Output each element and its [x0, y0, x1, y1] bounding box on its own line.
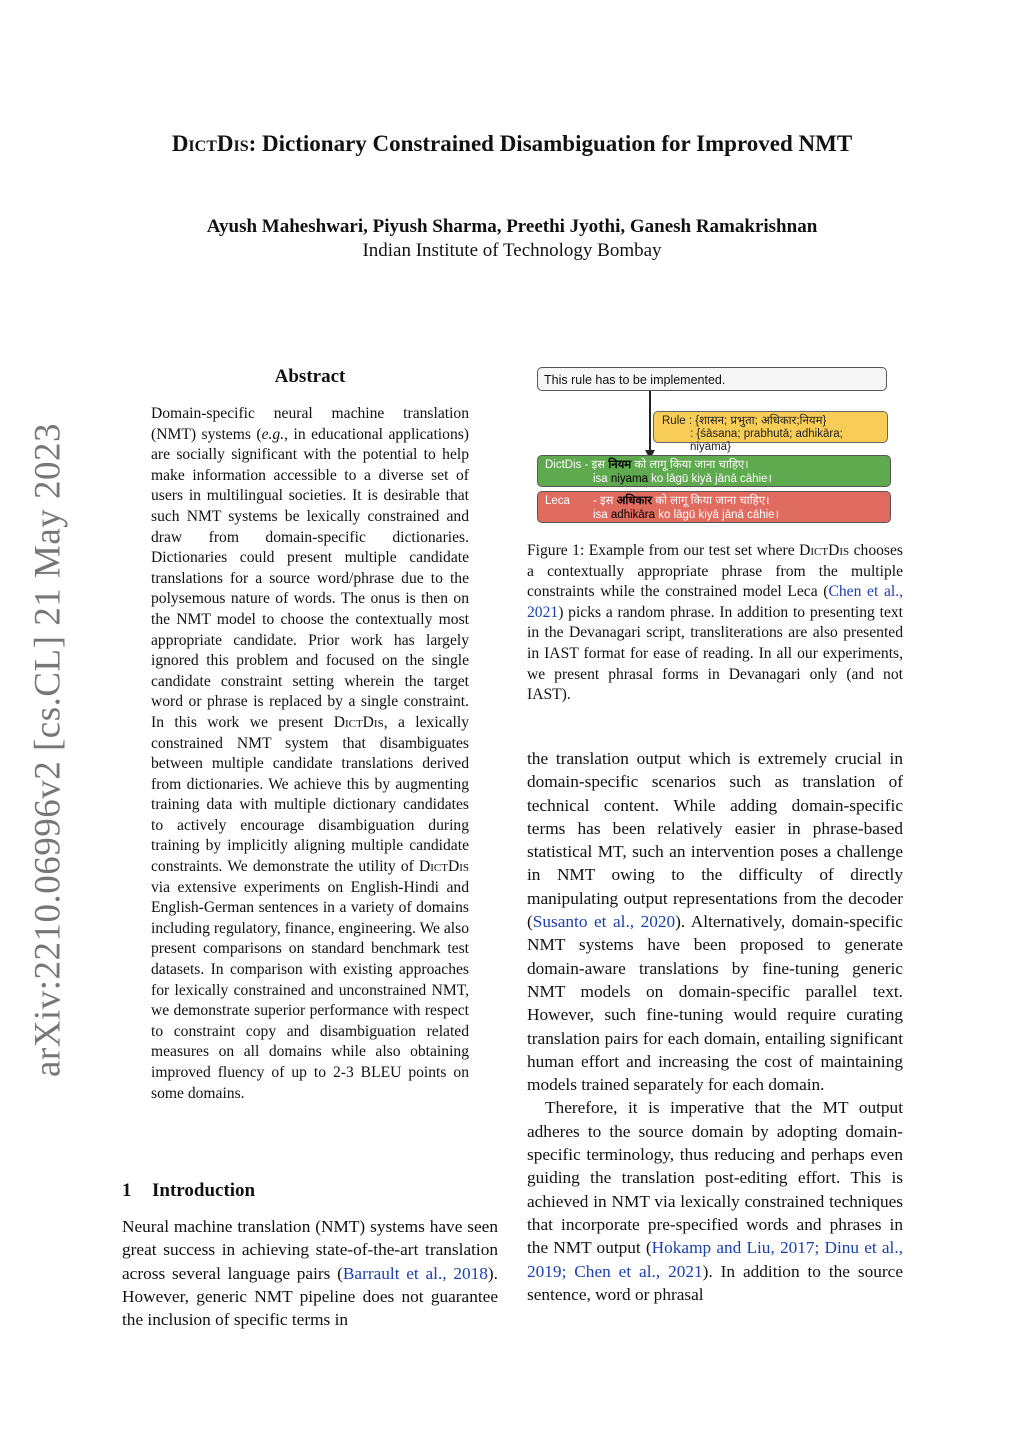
figure-1-caption [527, 541, 903, 706]
abstract-text: Domain-specific neural machine translation (NMT) systems ( [151, 405, 469, 443]
chosen-constraint: अधिकार [616, 495, 652, 507]
paragraph [527, 747, 903, 1096]
body-text: the translation output which is extremely crucial in domain-specific scenarios such as translation of technical content. While adding domain-specific terms has been relatively easier in phrase-based statistical MT, such an intervention poses a challenge in NMT owing to the difficulty of directly manipulating output representations from the decoder ( [527, 749, 903, 932]
right-column-body [527, 747, 903, 1306]
output-text: को लागू किया जाना चाहिए। [631, 459, 749, 471]
title-system-name: DictDis [171, 131, 249, 156]
dictdis-label: DictDis [545, 459, 582, 471]
affiliation: Indian Institute of Technology Bombay [362, 240, 662, 261]
citation-link[interactable]: Susanto et al., 2020 [532, 912, 676, 932]
title-rest: : Dictionary Constrained Disambiguation for Improved NMT [248, 131, 853, 156]
output-text: - इस [593, 495, 617, 507]
author-list: Ayush Maheshwari, Piyush Sharma, Preethi Jyothi, Ganesh Ramakrishnan [206, 216, 818, 237]
leca-line-devanagari [545, 495, 883, 509]
section-title: Introduction [152, 1180, 256, 1201]
caption-text: Figure 1: Example from our test set where [527, 542, 800, 559]
rule-line-iast: : {śāsana; prabhutā; adhikāra; niyama} [690, 428, 843, 453]
section-number: 1 [122, 1180, 132, 1201]
rule-box [653, 411, 888, 453]
rule-label: Rule : [662, 415, 696, 427]
abstract-text: , a lexically constrained NMT system that disambiguates between multiple candidate translations derived from dictionaries. We achieve this by augmenting training data with multiple dictionary candidates to actively encourage disambiguation during training by implicitly aligning multiple candidate constraints. We demonstrate the utility of [151, 713, 469, 876]
dictdis-line-devanagari [545, 459, 883, 473]
chosen-constraint-iast: adhikāra [610, 508, 656, 521]
citation-link[interactable]: Barrault et al., 2018 [342, 1263, 488, 1283]
rule-candidates: {शासन; प्रभुता; अधिकार;नियम} [695, 415, 827, 427]
leca-label: Leca [545, 495, 570, 507]
citation-link[interactable]: Chen et al., 2021 [527, 583, 903, 621]
body-text: ). Alternatively, domain-specific NMT systems have been proposed to generate domain-aware translations by fine-tuning generic NMT models on domain-specific parallel text. However, such fine-tuning would require curating translation pairs for each domain, entailing significant human effort and increasing the cost of maintaining models trained separately for each domain. [527, 912, 903, 1095]
paragraph [527, 1096, 903, 1306]
output-text: को लागू किया जाना चाहिए। [652, 495, 770, 507]
abstract-text: via extensive experiments on English-Hindi and English-German sentences in a variety of domains including regulatory, finance, engineering. We also present comparisons on standard benchmark test datasets. In comparison with existing approaches for lexically constrained and unconstrained NMT, we demonstrate superior performance with respect to constraint copy and disambiguation related measures on all domains while also obtaining improved fluency of up to 2-3 BLEU points on some domains. [151, 878, 469, 1102]
caption-text: ) picks a random phrase. In addition to presenting text in the Devanagari script, transliterations are also presented in IAST format for ease of reading. In all our experiments, we present phrasal forms in Devanagari only (and not IAST). [527, 603, 903, 704]
intro-text: Neural machine translation (NMT) systems have seen great success in achieving state-of-the-art translation across several language pairs ( [122, 1217, 498, 1283]
intro-text: ). However, generic NMT pipeline does not guarantee the inclusion of specific terms in [122, 1263, 498, 1330]
paper-title [0, 131, 1024, 157]
caption-system-name: DictDis [799, 542, 850, 559]
leca-line-iast [545, 509, 883, 523]
output-text: isa [593, 472, 611, 485]
chosen-constraint-iast: niyama [610, 472, 648, 485]
section-heading-introduction [122, 1180, 498, 1202]
introduction-body [122, 1215, 498, 1331]
output-text: - इस [584, 459, 609, 471]
figure-1 [537, 366, 889, 526]
dictdis-output-box [537, 455, 891, 487]
arxiv-sidebar [20, 422, 76, 1078]
arxiv-identifier: arXiv:2210.06996v2 [cs.CL] 21 May 2023 [27, 422, 69, 1078]
abstract-system-name: DictDis [333, 713, 384, 731]
abstract-eg: e.g. [261, 425, 285, 443]
rule-line-devanagari [662, 415, 879, 428]
abstract-heading: Abstract [274, 366, 346, 387]
caption-text: chooses a contextually appropriate phrase from the multiple constraints while the constrained model Leca ( [527, 542, 903, 601]
citation-separator: ; [814, 1238, 825, 1258]
abstract-system-name: DictDis [418, 858, 469, 876]
citation-link[interactable]: Chen et al., 2021 [574, 1261, 703, 1281]
citation-link[interactable]: Dinu et al., 2019 [527, 1238, 903, 1281]
chosen-constraint: नियम [608, 459, 632, 471]
output-text: isa [593, 508, 611, 521]
output-text: ko lāgū kiyā jānā cāhie। [655, 508, 779, 521]
abstract-body [151, 404, 469, 1104]
abstract-text: , in educational applications) are socially significant with the potential to help make information accessible to a diverse set of users in multilingual societies. It is desirable that such NMT systems be lexically constrained and draw from domain-specific dictionaries. Dictionaries could present multiple candidate translations for a source word/phrase due to the polysemous nature of words. The onus is then on the NMT model to choose the contextually most appropriate candidate. Prior work has largely ignored this problem and focused on the single candidate constraint setting wherein the target word or phrase is replaced by a single constraint. In this work we present [151, 425, 469, 731]
body-text: ). In addition to the source sentence, word or phrasal [527, 1261, 903, 1304]
citation-link[interactable]: Hokamp and Liu, 2017 [651, 1238, 815, 1258]
dictdis-line-iast [545, 473, 883, 487]
citation-separator: ; [561, 1261, 575, 1281]
leca-output-box [537, 491, 891, 523]
output-text: ko lāgū kiyā jānā cāhie। [647, 472, 772, 485]
source-sentence-box: This rule has to be implemented. [537, 367, 887, 391]
body-text: Therefore, it is imperative that the MT output adheres to the source domain by adopting domain-specific terminology, thus reducing and perhaps even guiding the translation post-editing effort. This is achieved in NMT via lexically constrained techniques that incorporate pre-specified words and phrases in the NMT output ( [527, 1098, 903, 1258]
